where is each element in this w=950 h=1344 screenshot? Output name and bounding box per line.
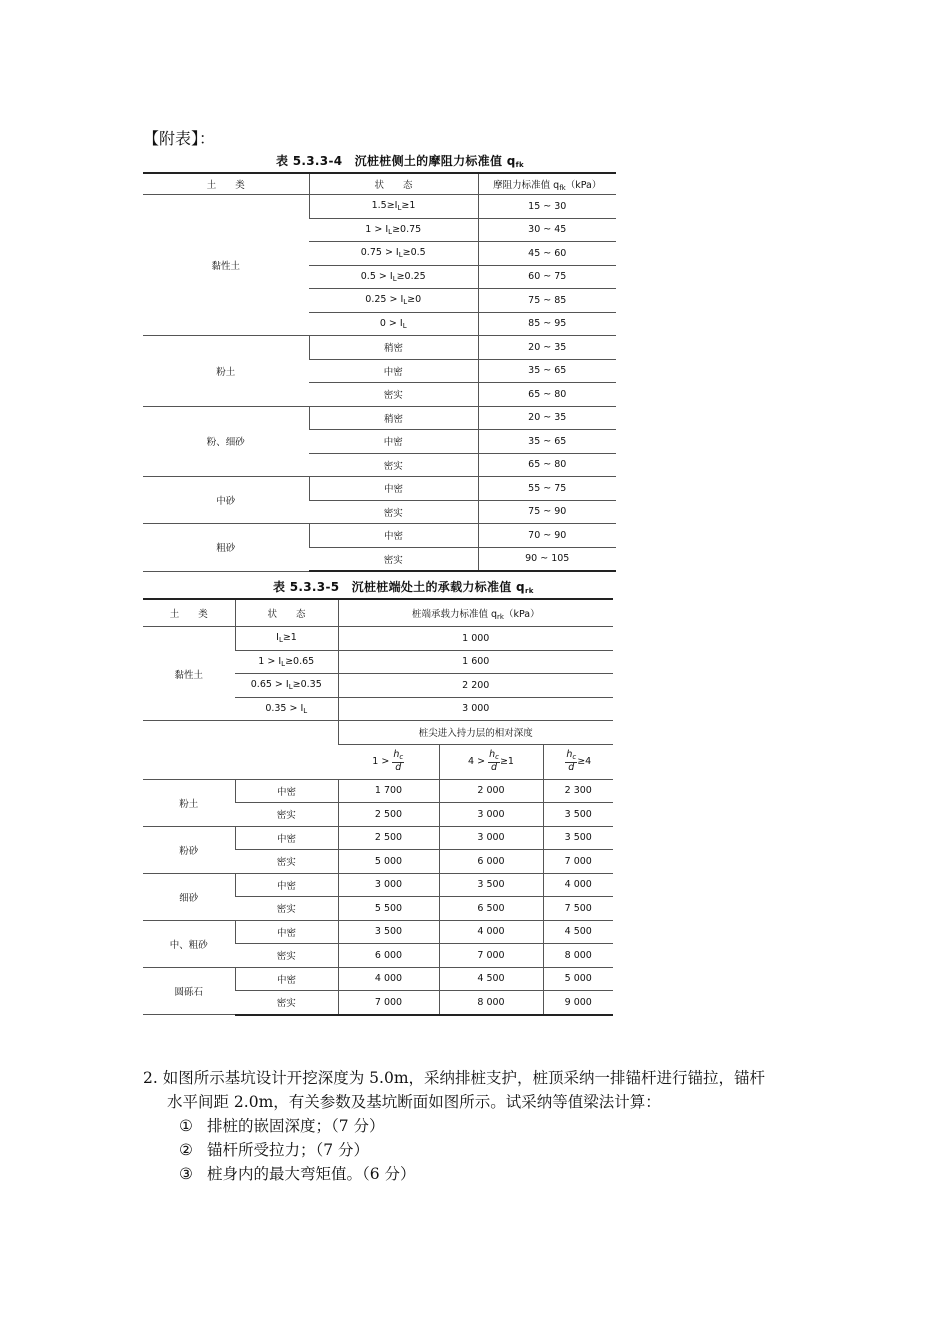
state-cell: 密实 xyxy=(235,944,338,968)
value-cell: 5 500 xyxy=(338,897,439,921)
value-cell: 75 ~ 90 xyxy=(478,500,616,524)
state-cell: 密实 xyxy=(235,803,338,827)
value-cell: 4 500 xyxy=(439,967,543,991)
problem-line2: 水平间距 2.0m，有关参数及基坑断面如图所示。试采纳等值梁法计算： xyxy=(167,1093,661,1111)
state-cell: $0.5 > I_L\ge 0.25$ xyxy=(309,265,478,289)
value-cell: 3 500 xyxy=(439,873,543,897)
value-cell: 5 000 xyxy=(338,850,439,874)
state-cell: $I_L\ge 1$ xyxy=(235,627,338,651)
table1-title: 表 5.3.3-4 沉桩桩侧土的摩阻力标准值 $q_{fk}$ xyxy=(276,154,524,169)
state-cell: 密实 xyxy=(309,383,478,407)
value-cell: 3 500 xyxy=(338,920,439,944)
state-cell: $0.75 > I_L\ge 0.5$ xyxy=(309,242,478,266)
value-cell: 8 000 xyxy=(439,991,543,1015)
table-row xyxy=(143,826,613,850)
value-cell: 6 000 xyxy=(439,850,543,874)
value-cell: 4 000 xyxy=(338,967,439,991)
depth-col-header: $\frac{h_c}{d}$ ≥4 xyxy=(543,744,613,779)
state-cell: 密实 xyxy=(235,991,338,1015)
state-cell: $0.35 > I_L$ xyxy=(235,697,338,721)
soil-cell: 中砂 xyxy=(143,477,309,524)
value-cell: 7 000 xyxy=(338,991,439,1015)
table-row xyxy=(143,406,616,430)
soil-cell: 粉、细砂 xyxy=(143,406,309,477)
state-cell: 中密 xyxy=(235,826,338,850)
state-cell: $0.25 > I_L\ge 0$ xyxy=(309,289,478,313)
value-cell: 4 500 xyxy=(543,920,613,944)
table-row xyxy=(143,920,613,944)
soil-cell: 粉砂 xyxy=(143,826,235,873)
value-cell: 2 000 xyxy=(439,779,543,803)
state-cell: 密实 xyxy=(309,500,478,524)
state-cell: 中密 xyxy=(309,359,478,383)
header-cell: 桩端承载力标准值 $q_{rk}(kPa)$ xyxy=(338,599,613,627)
table-row xyxy=(143,477,616,501)
value-cell: 7 500 xyxy=(543,897,613,921)
table-row xyxy=(143,967,613,991)
value-cell: 65 ~ 80 xyxy=(478,453,616,477)
value-cell: 3 500 xyxy=(543,803,613,827)
value-cell: 20 ~ 35 xyxy=(478,406,616,430)
table2 xyxy=(143,598,613,1016)
state-cell: 密实 xyxy=(235,897,338,921)
soil-cell: 细砂 xyxy=(143,873,235,920)
soil-cell: 粉土 xyxy=(143,336,309,407)
state-cell: 中密 xyxy=(235,920,338,944)
state-cell: 稍密 xyxy=(309,406,478,430)
value-cell: 45 ~ 60 xyxy=(478,242,616,266)
depth-header-row xyxy=(143,721,613,745)
table-row xyxy=(143,524,616,548)
problem-item: ② 锚杆所受拉力；（7 分） xyxy=(179,1141,370,1159)
problem-line1: 如图所示基坑设计开挖深度为 5.0m，采纳排桩支护，桩顶采纳一排锚杆进行锚拉，锚杆 xyxy=(162,1069,766,1087)
blank-cell xyxy=(143,721,338,780)
value-cell: 6 000 xyxy=(338,944,439,968)
state-cell: 中密 xyxy=(235,873,338,897)
table-row xyxy=(143,627,613,651)
state-cell: $1 > I_L\ge 0.65$ xyxy=(235,650,338,674)
value-cell: 2 500 xyxy=(338,803,439,827)
value-cell: 4 000 xyxy=(439,920,543,944)
value-cell: 3 500 xyxy=(543,826,613,850)
value-cell: 1 700 xyxy=(338,779,439,803)
soil-cell: 粉土 xyxy=(143,779,235,826)
state-cell: $0 > I_L$ xyxy=(309,312,478,336)
table-row xyxy=(143,873,613,897)
state-cell: 密实 xyxy=(309,547,478,571)
value-cell: 35 ~ 65 xyxy=(478,359,616,383)
value-cell: 6 500 xyxy=(439,897,543,921)
value-cell: 7 000 xyxy=(543,850,613,874)
state-cell: 中密 xyxy=(235,967,338,991)
state-cell: 中密 xyxy=(235,779,338,803)
state-cell: $0.65 > I_L\ge 0.35$ xyxy=(235,674,338,698)
value-cell: 1 000 xyxy=(338,627,613,651)
state-cell: 中密 xyxy=(309,430,478,454)
soil-cell: 中、粗砂 xyxy=(143,920,235,967)
state-cell: 密实 xyxy=(235,850,338,874)
problem-2 xyxy=(143,1066,823,1186)
value-cell: 90 ~ 105 xyxy=(478,547,616,571)
state-cell: $1.5\ge I_L\ge 1$ xyxy=(309,195,478,219)
table-row xyxy=(143,779,613,803)
value-cell: 20 ~ 35 xyxy=(478,336,616,360)
header-cell: 摩阻力标准值 $q_{fk}(kPa)$ xyxy=(478,173,616,195)
value-cell: 65 ~ 80 xyxy=(478,383,616,407)
table-row xyxy=(143,336,616,360)
depth-header: 桩尖进入持力层的相对深度 xyxy=(338,721,613,745)
problem-item: ① 排桩的嵌固深度；（7 分） xyxy=(179,1117,385,1135)
value-cell: 5 000 xyxy=(543,967,613,991)
value-cell: 1 600 xyxy=(338,650,613,674)
value-cell: 3 000 xyxy=(338,697,613,721)
value-cell: 2 300 xyxy=(543,779,613,803)
depth-col-header: 4 > $\frac{h_c}{d}$ ≥1 xyxy=(439,744,543,779)
value-cell: 30 ~ 45 xyxy=(478,218,616,242)
value-cell: 75 ~ 85 xyxy=(478,289,616,313)
soil-cell: 圆砾石 xyxy=(143,967,235,1015)
table1-header-row xyxy=(143,173,616,195)
appendix-label: 【附表】： xyxy=(143,129,216,148)
soil-cell: 粗砂 xyxy=(143,524,309,572)
value-cell: 85 ~ 95 xyxy=(478,312,616,336)
value-cell: 7 000 xyxy=(439,944,543,968)
value-cell: 3 000 xyxy=(439,803,543,827)
value-cell: 55 ~ 75 xyxy=(478,477,616,501)
value-cell: 3 000 xyxy=(439,826,543,850)
problem-number: 2. xyxy=(143,1069,158,1087)
state-cell: 中密 xyxy=(309,477,478,501)
header-cell: 状 态 xyxy=(235,599,338,627)
table1 xyxy=(143,172,616,572)
header-cell: 土 类 xyxy=(143,173,309,195)
depth-col-header: 1 > $\frac{h_c}{d}$ xyxy=(338,744,439,779)
state-cell: 中密 xyxy=(309,524,478,548)
table2-title: 表 5.3.3-5 沉桩桩端处土的承载力标准值 $q_{rk}$ xyxy=(273,580,534,595)
value-cell: 4 000 xyxy=(543,873,613,897)
state-cell: 稍密 xyxy=(309,336,478,360)
value-cell: 2 500 xyxy=(338,826,439,850)
value-cell: 15 ~ 30 xyxy=(478,195,616,219)
value-cell: 8 000 xyxy=(543,944,613,968)
header-cell: 状 态 xyxy=(309,173,478,195)
state-cell: 密实 xyxy=(309,453,478,477)
soil-cell: 黏性土 xyxy=(143,627,235,721)
header-cell: 土 类 xyxy=(143,599,235,627)
table2-header-row xyxy=(143,599,613,627)
value-cell: 70 ~ 90 xyxy=(478,524,616,548)
value-cell: 9 000 xyxy=(543,991,613,1015)
table-row xyxy=(143,195,616,219)
state-cell: $1 > I_L\ge 0.75$ xyxy=(309,218,478,242)
value-cell: 35 ~ 65 xyxy=(478,430,616,454)
value-cell: 60 ~ 75 xyxy=(478,265,616,289)
value-cell: 2 200 xyxy=(338,674,613,698)
problem-item: ③ 桩身内的最大弯矩值。（6 分） xyxy=(179,1165,416,1183)
value-cell: 3 000 xyxy=(338,873,439,897)
soil-cell: 黏性土 xyxy=(143,195,309,336)
